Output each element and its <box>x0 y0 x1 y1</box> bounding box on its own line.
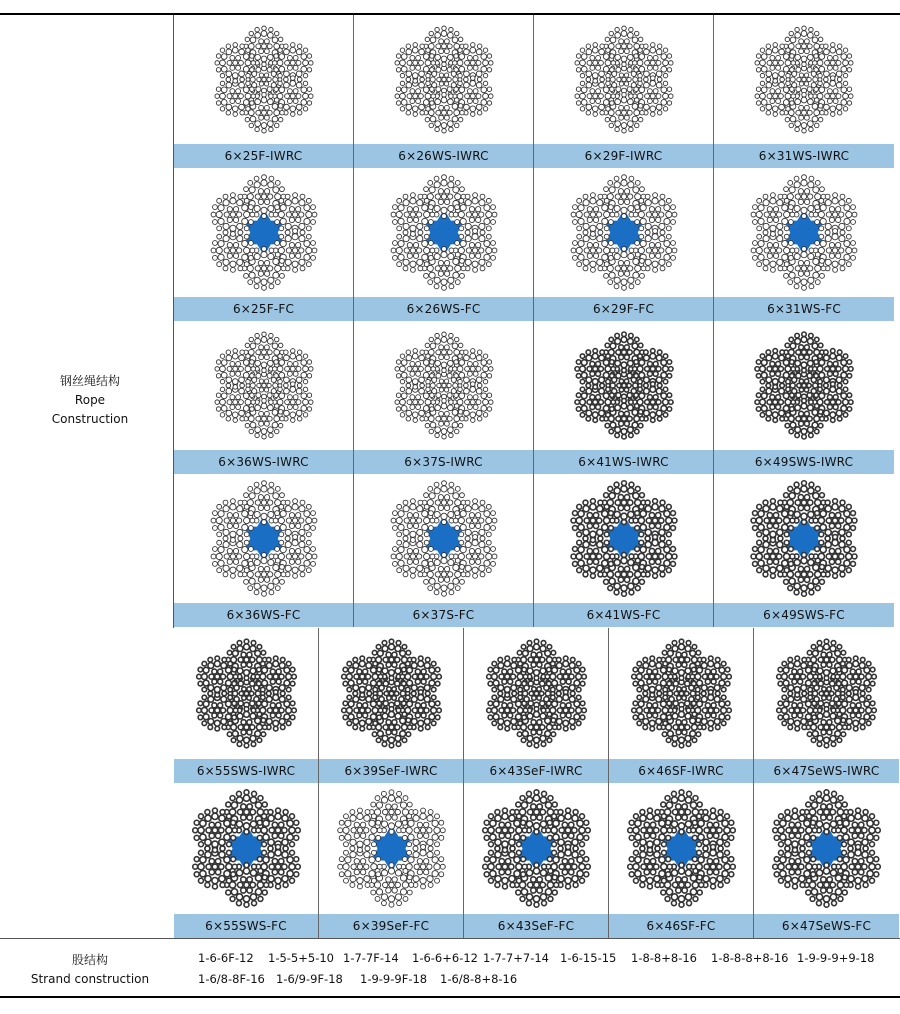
rope-construction-code: 6×29F-IWRC <box>534 144 713 168</box>
rope-cell <box>174 474 354 627</box>
strand-code: 1-6/8-8F-16 <box>198 972 265 986</box>
rope-construction-label <box>20 372 160 429</box>
rope-construction-code: 6×36WS-IWRC <box>174 450 353 474</box>
strand-code: 1-7-7F-14 <box>343 951 399 965</box>
rope-construction-code: 6×47SeWS-FC <box>754 914 899 938</box>
strand-code: 1-6/9-9F-18 <box>276 972 343 986</box>
rope-cross-section-icon <box>609 783 754 914</box>
strand-code: 1-6-15-15 <box>560 951 617 965</box>
strand-code: 1-6-6+6-12 <box>412 951 478 965</box>
left-column-divider <box>173 15 174 628</box>
rope-cell <box>609 783 754 938</box>
rope-cross-section-icon <box>354 321 534 450</box>
rope-cross-section-icon <box>534 474 714 603</box>
rope-cell <box>174 783 319 938</box>
bottom-rule <box>0 996 900 998</box>
rope-cell <box>319 783 464 938</box>
rope-construction-code: 6×55SWS-IWRC <box>174 759 318 783</box>
rope-cell <box>754 628 899 783</box>
rope-construction-code: 6×47SeWS-IWRC <box>754 759 899 783</box>
rope-construction-code: 6×26WS-FC <box>354 297 533 321</box>
rope-cell <box>534 15 714 168</box>
rope-label-zh: 钢丝绳结构 <box>59 374 120 388</box>
rope-cell <box>714 474 894 627</box>
rope-cross-section-icon <box>174 783 319 914</box>
rope-construction-code: 6×36WS-FC <box>174 603 353 627</box>
rope-cell <box>174 15 354 168</box>
rope-cell <box>714 321 894 474</box>
strand-code: 1-6-6F-12 <box>198 951 254 965</box>
rope-construction-code: 6×49SWS-IWRC <box>714 450 894 474</box>
strand-label-en: Strand construction <box>30 972 150 986</box>
strand-code: 1-9-9-9+9-18 <box>797 951 875 965</box>
rope-construction-code: 6×39SeF-IWRC <box>319 759 463 783</box>
rope-construction-code: 6×55SWS-FC <box>174 914 318 938</box>
rope-construction-code: 6×37S-IWRC <box>354 450 533 474</box>
rope-cell <box>464 628 609 783</box>
strand-code: 1-7-7+7-14 <box>483 951 549 965</box>
rope-cross-section-icon <box>714 15 894 144</box>
rope-cross-section-icon <box>534 168 714 297</box>
strand-code: 1-6/8-8+8-16 <box>440 972 518 986</box>
rope-cell <box>464 783 609 938</box>
rope-cell <box>174 168 354 321</box>
rope-cell <box>534 321 714 474</box>
rope-cross-section-icon <box>609 628 754 759</box>
rope-construction-code: 6×43SeF-IWRC <box>464 759 608 783</box>
rope-construction-code: 6×26WS-IWRC <box>354 144 533 168</box>
rope-cell <box>714 168 894 321</box>
strand-construction-label <box>20 951 160 989</box>
rope-cross-section-icon <box>754 628 899 759</box>
rope-cross-section-icon <box>174 628 319 759</box>
rope-construction-code: 6×37S-FC <box>354 603 533 627</box>
rope-cell <box>609 628 754 783</box>
strand-code: 1-5-5+5-10 <box>268 951 334 965</box>
rope-cross-section-icon <box>354 168 534 297</box>
rope-construction-code: 6×25F-FC <box>174 297 353 321</box>
rope-cross-section-icon <box>534 321 714 450</box>
rope-cross-section-icon <box>754 783 899 914</box>
rope-cell <box>354 474 534 627</box>
rope-construction-code: 6×41WS-FC <box>534 603 713 627</box>
rope-cross-section-icon <box>714 168 894 297</box>
rope-cell <box>354 321 534 474</box>
rope-label-en-1: Rope <box>74 393 106 407</box>
rope-cell <box>754 783 899 938</box>
rope-construction-code: 6×31WS-IWRC <box>714 144 894 168</box>
rope-cross-section-icon <box>319 628 464 759</box>
rope-cross-section-icon <box>174 15 354 144</box>
rope-cross-section-icon <box>354 474 534 603</box>
rope-cross-section-icon <box>174 168 354 297</box>
rope-cell <box>714 15 894 168</box>
strand-code: 1-8-8+8-16 <box>631 951 697 965</box>
rope-label-en-2: Construction <box>51 412 129 426</box>
rope-cross-section-icon <box>714 321 894 450</box>
rope-construction-code: 6×46SF-FC <box>609 914 753 938</box>
rope-cross-section-icon <box>319 783 464 914</box>
strand-label-zh: 股结构 <box>71 953 108 967</box>
rope-cross-section-icon <box>464 628 609 759</box>
rope-cell <box>319 628 464 783</box>
rope-cell <box>534 474 714 627</box>
rope-construction-code: 6×43SeF-FC <box>464 914 608 938</box>
rope-construction-code: 6×46SF-IWRC <box>609 759 753 783</box>
rope-construction-code: 6×41WS-IWRC <box>534 450 713 474</box>
rope-cross-section-icon <box>174 474 354 603</box>
rope-construction-code: 6×31WS-FC <box>714 297 894 321</box>
rope-cell <box>174 321 354 474</box>
strand-code: 1-8-8-8+8-16 <box>711 951 789 965</box>
rope-cross-section-icon <box>534 15 714 144</box>
rope-cross-section-icon <box>714 474 894 603</box>
rope-cell <box>174 628 319 783</box>
rope-construction-code: 6×25F-IWRC <box>174 144 353 168</box>
strand-code: 1-9-9-9F-18 <box>360 972 428 986</box>
rope-cell <box>354 15 534 168</box>
rope-cell <box>534 168 714 321</box>
rope-cross-section-icon <box>464 783 609 914</box>
rope-construction-code: 6×29F-FC <box>534 297 713 321</box>
rope-construction-code: 6×39SeF-FC <box>319 914 463 938</box>
rope-cell <box>354 168 534 321</box>
section-divider <box>0 938 900 939</box>
rope-cross-section-icon <box>354 15 534 144</box>
rope-cross-section-icon <box>174 321 354 450</box>
rope-construction-code: 6×49SWS-FC <box>714 603 894 627</box>
